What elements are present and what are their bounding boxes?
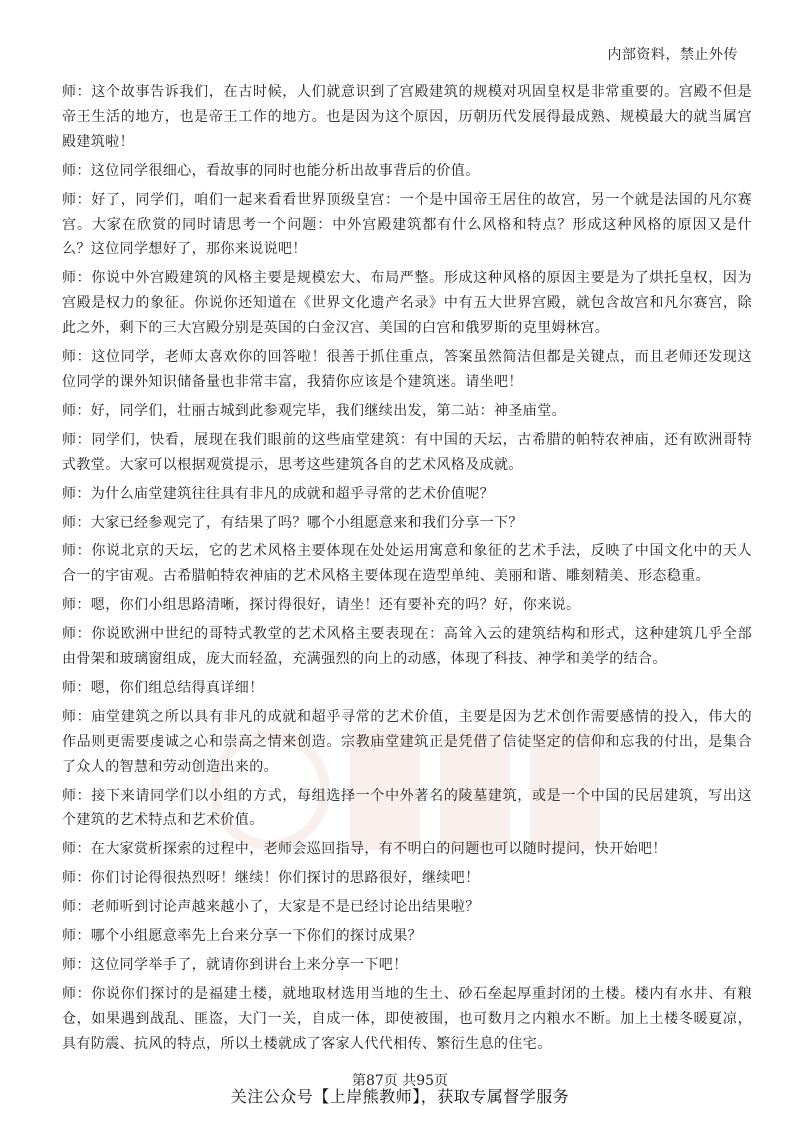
footer-promo-text: 关注公众号【上岸熊教师】，获取专属督学服务 (230, 1087, 570, 1106)
transcript-paragraph: 师：大家已经参观完了，有结果了吗？哪个小组愿意来和我们分享一下？ (62, 514, 523, 531)
transcript-paragraph: 师：嗯，你们组总结得真详细！ (62, 679, 264, 696)
transcript-paragraph: 师：接下来请同学们以小组的方式，每组选择一个中外著名的陵墓建筑，或是一个中国的民居建筑，写出这个建筑的艺术特点和艺术价值。 (62, 787, 752, 829)
transcript-paragraph: 师：你们讨论得很热烈呀！继续！你们探讨的思路很好，继续吧！ (62, 870, 480, 887)
transcript-paragraph: 师：庙堂建筑之所以具有非凡的成就和超乎寻常的艺术价值，主要是因为艺术创作需要感情的投入，伟大的作品则更需要虔诚之心和崇高之情来创造。宗教庙堂建筑正是凭借了信徒坚定的信仰和忘我的付出，是集合了众人的智慧和劳动创造出来的。 (62, 708, 752, 775)
transcript-paragraph: 师：嗯，你们小组思路清晰，探讨得很好，请坐！还有要补充的吗？好，你来说。 (62, 597, 581, 614)
transcript-paragraph: 师：在大家赏析探索的过程中，老师会巡回指导，有不明白的问题也可以随时提问，快开始吧！ (62, 841, 667, 858)
page-number: 第87页 共95页 (351, 1073, 449, 1089)
confidential-note: 内部资料，禁止外传 (607, 47, 738, 63)
lesson-transcript (62, 80, 752, 1061)
transcript-paragraph: 师：你说你们探讨的是福建土楼，就地取材选用当地的生土、砂石垒起厚重封闭的土楼。楼内有水井、有粮仓，如果遇到战乱、匪盗，大门一关，自成一体，即使被围，也可数月之内粮水不断。加上土楼冬暖夏凉，具有防震、抗风的特点，所以土楼就成了客家人代代相传、繁衍生息的住宅。 (62, 985, 752, 1052)
transcript-paragraph: 师：你说欧洲中世纪的哥特式教堂的艺术风格主要表现在：高耸入云的建筑结构和形式，这种建筑几乎全部由骨架和玻璃窗组成，庞大而轻盈，充满强烈的向上的动感，体现了科技、神学和美学的结合。 (62, 626, 752, 668)
transcript-paragraph: 师：好，同学们，壮丽古城到此参观完毕，我们继续出发，第二站：神圣庙堂。 (62, 402, 566, 419)
transcript-paragraph: 师：这位同学，老师太喜欢你的回答啦！很善于抓住重点，答案虽然简洁但都是关键点，而且老师还发现这位同学的课外知识储备量也非常丰富，我猜你应该是个建筑迷。请坐吧！ (62, 349, 752, 390)
transcript-paragraph: 师：你说北京的天坛，它的艺术风格主要体现在处处运用寓意和象征的艺术手法，反映了中国文化中的天人合一的宇宙观。古希腊帕特农神庙的艺术风格主要体现在造型单纯、美丽和谐、雕刻精美、形态稳重。 (62, 543, 752, 585)
transcript-paragraph: 师：同学们，快看，展现在我们眼前的这些庙堂建筑：有中国的天坛，古希腊的帕特农神庙，还有欧洲哥特式教堂。大家可以根据观赏提示，思考这些建筑各自的艺术风格及成就。 (62, 431, 752, 473)
transcript-paragraph: 师：好了，同学们，咱们一起来看看世界顶级皇宫：一个是中国帝王居住的故宫，另一个就是法国的凡尔赛宫。大家在欣赏的同时请思考一个问题：中外宫殿建筑都有什么风格和特点？形成这种风格的原因又是什么？这位同学想好了，那你来说说吧！ (62, 191, 752, 258)
transcript-paragraph: 师：为什么庙堂建筑往往具有非凡的成就和超乎寻常的艺术价值呢？ (62, 485, 494, 502)
transcript-paragraph: 师：这位同学举手了，就请你到讲台上来分享一下吧！ (62, 957, 408, 973)
transcript-paragraph: 师：这个故事告诉我们，在古时候，人们就意识到了宫殿建筑的规模对巩固皇权是非常重要的。宫殿不但是帝王生活的地方，也是帝王工作的地方。也是因为这个原因，历朝历代发展得最成熟、规模最大的就当属宫殿建筑啦！ (62, 84, 752, 150)
transcript-paragraph: 师：哪个小组愿意率先上台来分享一下你们的探讨成果？ (62, 928, 422, 945)
transcript-paragraph: 师：你说中外宫殿建筑的风格主要是规模宏大、布局严整。形成这种风格的原因主要是为了烘托皇权，因为宫殿是权力的象征。你说你还知道在《世界文化遗产名录》中有五大世界宫殿，就包含故宫和凡尔赛宫，除此之外，剩下的三大宫殿分别是英国的白金汉宫、美国的白宫和俄罗斯的克里姆林宫。 (62, 270, 752, 337)
transcript-paragraph: 师：老师听到讨论声越来越小了，大家是不是已经讨论出结果啦？ (62, 899, 480, 916)
transcript-paragraph: 师：这位同学很细心，看故事的同时也能分析出故事背后的价值。 (62, 162, 480, 179)
